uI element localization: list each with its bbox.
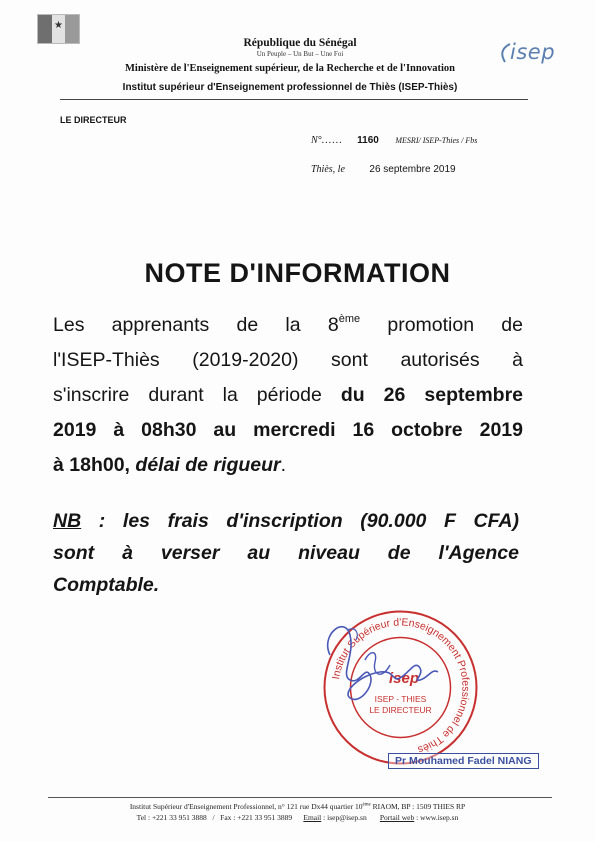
document-title: NOTE D'INFORMATION xyxy=(144,258,451,288)
reference-date xyxy=(311,164,456,175)
nb-line: NB : les frais d'inscription (90.000 F CFA) xyxy=(53,510,520,532)
footer-web-label: Portail web xyxy=(379,813,415,822)
body-line: Les apprenants de la 8ème promotion de xyxy=(53,313,524,336)
body-line: à 18h00, délai de rigueur. xyxy=(53,454,287,476)
reference-number-label: N° xyxy=(311,135,322,146)
isep-logo xyxy=(496,40,576,66)
stamp-center-line1: ISEP - THIES xyxy=(374,694,427,704)
stamp-center-line2: LE DIRECTEUR xyxy=(369,705,432,715)
footer-address: Institut Supérieur d'Enseignement Professionnel, n° 121 rue Dx44 quartier 10ème RIAOM, BP : 1509 THIES RP xyxy=(129,802,466,811)
reference-number: N°...... 1160 MESRI/ ISEP-Thies / Fbs xyxy=(311,135,478,146)
signatory-name: Pr Mouhamed Fadel NIANG xyxy=(388,753,539,769)
footer-fax: Fax : +221 33 951 3889 xyxy=(220,813,293,822)
nb-line: sont à verser au niveau de l'Agence xyxy=(53,542,519,564)
nb-label: NB xyxy=(53,510,82,532)
ministry-heading: Ministère de l'Enseignement supérieur, de la Recherche et de l'Innovation xyxy=(125,63,455,74)
nb-line: Comptable. xyxy=(53,574,160,596)
institute-heading: Institut supérieur d'Enseignement professionnel de Thiès (ISEP-Thiès) xyxy=(122,82,458,93)
footer-web[interactable]: : www.isep.sn xyxy=(414,813,459,822)
reference-suffix: MESRI/ ISEP-Thies / Fbs xyxy=(395,136,478,145)
header-divider xyxy=(60,99,528,100)
body-line: 2019 à 08h30 au mercredi 16 octobre 2019 xyxy=(53,419,523,441)
footer-contacts: Tel : +221 33 951 3888 / Fax : +221 33 951 3889 Email : isep@isep.sn Portail web : www.isep.sn xyxy=(136,813,459,822)
handwritten-signature xyxy=(320,620,450,715)
footer-divider xyxy=(48,797,552,798)
nb-note xyxy=(53,505,519,601)
national-motto: Un Peuple – Un But – Une Foi xyxy=(256,50,344,58)
stamp-logo: isep xyxy=(388,670,420,687)
body-line: s'inscrire durant la période du 26 septembre xyxy=(53,384,523,406)
place-label: Thiès, le xyxy=(311,164,345,175)
body-line: l'ISEP-Thiès (2019-2020) sont autorisés à xyxy=(53,349,523,371)
senegal-flag-icon: ★ xyxy=(37,14,80,44)
reference-number-value: 1160 xyxy=(357,135,379,146)
information-body xyxy=(53,308,523,483)
stamp-ring-text: Institut Supérieur d'Enseignement Professionnel de Thiès xyxy=(330,616,472,756)
isep-logo-text: isep xyxy=(510,40,556,64)
republic-heading: République du Sénégal xyxy=(243,37,357,49)
director-label: LE DIRECTEUR xyxy=(60,115,127,125)
footer-tel: Tel : +221 33 951 3888 xyxy=(136,813,207,822)
footer-email-label: Email xyxy=(303,813,322,822)
footer-email[interactable]: : isep@isep.sn xyxy=(321,813,367,822)
date-value: 26 septembre 2019 xyxy=(369,164,456,175)
